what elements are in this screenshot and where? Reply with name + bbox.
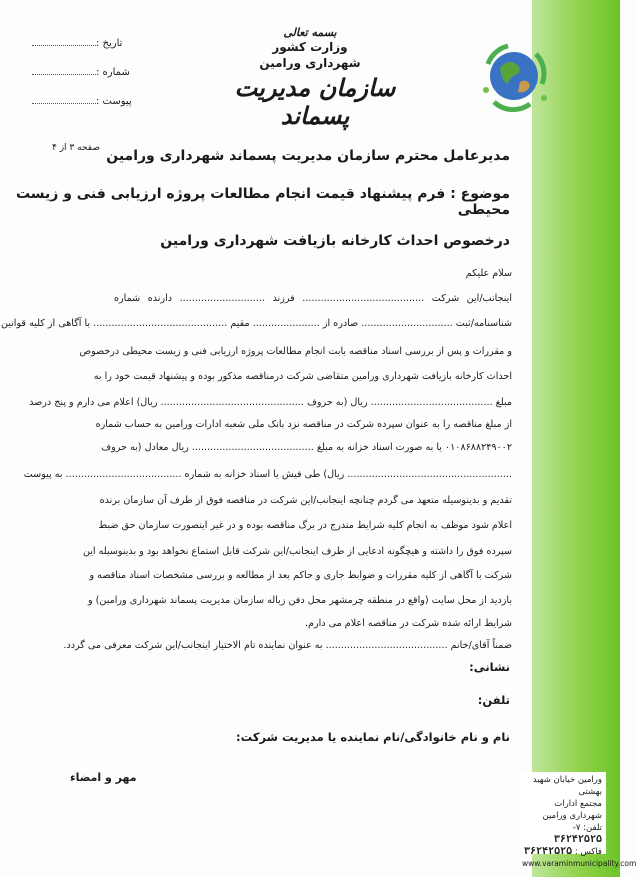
- address-field[interactable]: نشانی:: [469, 660, 510, 674]
- footer-address-line: شهرداری ورامین: [542, 811, 602, 821]
- body-line-representative: ضمناً آقای/خانم ........................................ به عنوان نماینده تام الاختیار اینجانب/این شرکت معرفی می گردد.: [63, 640, 512, 651]
- number-label: شماره :: [96, 67, 130, 78]
- organization-emblem-icon: [474, 38, 554, 114]
- municipality-name: شهرداری ورامین: [259, 56, 361, 70]
- footer-fax-label: فاکس :: [574, 847, 602, 857]
- footer-phone-label: تلفن: ۷-: [572, 823, 602, 833]
- footer-contact-box: [518, 772, 636, 868]
- body-line: احداث کارخانه بازیافت شهرداری ورامین متقاضی شرکت درمناقصه مذکور بوده و پیشنهاد قیمت خود را به: [93, 371, 512, 382]
- basmala: بسمه تعالی: [283, 26, 337, 39]
- body-line: اعلام شود موظف به انجام کلیه شرایط مندرج در برگ مناقصه بوده و در غیر اینصورت سازمان حق ضبط: [98, 520, 512, 531]
- footer-address-line: مجتمع ادارات: [554, 799, 602, 809]
- date-field[interactable]: [28, 38, 122, 49]
- body-line: بازدید از محل سایت (واقع در منطقه چرمشهر محل دفن زباله سازمان مدیریت پسماند شهرداری ورامین) و: [88, 595, 512, 606]
- body-line-account: ۰۱۰۸۶۸۸۲۴۹۰۰۲ یا به صورت اسناد خزانه به مبلغ ........................................ ریال معادل (به حروف: [101, 442, 512, 453]
- footer-phone: [522, 822, 602, 846]
- body-line: سپرده فوق را داشته و هیچگونه ادعایی از طرف اینجانب/این شرکت قابل استماع نخواهد بود و بدینوسیله این: [82, 546, 512, 557]
- footer-phone-number: ۳۶۲۴۲۵۲۵: [553, 834, 602, 845]
- body-line: شناسنامه/ثبت .............................. صادره از ...................... مقیم ............................................ با آگاهی از کلیه قوانین: [0, 318, 512, 329]
- number-field[interactable]: [28, 67, 130, 78]
- organization-name: سازمان مدیریت پسماند: [234, 74, 396, 130]
- phone-field[interactable]: تلفن:: [477, 693, 510, 707]
- seal-signature-label: مهر و امضاء: [70, 771, 137, 784]
- footer-website-link[interactable]: www.varaminmunicipality.com: [522, 859, 636, 868]
- body-line: از مبلغ مناقصه را به عنوان سپرده شرکت در مناقصه نزد بانک ملی شعبه ادارات ورامین به حساب شماره: [95, 419, 512, 430]
- addressee: مدیرعامل محترم سازمان مدیریت پسماند شهرداری ورامین: [106, 148, 510, 164]
- ministry-name: وزارت کشور: [272, 40, 348, 54]
- body-line: ...................................................... ریال) طی فیش یا اسناد خزانه به شماره ...................................... به پیوست: [23, 469, 512, 480]
- body-line: اینجانب/این شرکت ........................................ فرزند ............................ دارنده شماره: [114, 293, 512, 304]
- body-line: تقدیم و بدینوسیله متعهد می گردم چنانچه اینجانب/این شرکت در مناقصه فوق از طرف آن سازمان برنده: [99, 495, 512, 506]
- date-label: تاریخ :: [96, 38, 123, 49]
- footer-address-line: ورامین خیابان شهید بهشتی: [532, 775, 602, 797]
- attachment-field[interactable]: [28, 96, 132, 107]
- attachment-label: پیوست :: [96, 96, 132, 107]
- footer-fax-number: ۳۶۲۴۲۵۲۵: [524, 846, 573, 857]
- body-line: مبلغ ........................................ ریال (به حروف ............................................... ریال) اعلام می دارم و پنج درصد: [29, 397, 512, 408]
- subject-line-1: موضوع : فرم پیشنهاد قیمت انجام مطالعات پروژه ارزیابی فنی و زیست محیطی: [15, 186, 510, 218]
- green-side-band: [532, 0, 620, 877]
- page-number: صفحه ۳ از ۴: [52, 143, 100, 153]
- subject-line-2: درخصوص احداث کارخانه بازیافت شهرداری ورامین: [160, 233, 510, 249]
- body-line: و مقررات و پس از بررسی اسناد مناقصه بابت انجام مطالعات پروژه ارزیابی فنی و زیست محیطی درخصوص: [79, 346, 512, 357]
- body-line: شرکت با آگاهی از کلیه مقررات و ضوابط جاری و حاکم بعد از مطالعه و بررسی مشخصات اسناد مناقصه و: [89, 570, 512, 581]
- representative-field[interactable]: نام و نام خانوادگی/نام نماینده یا مدیریت شرکت:: [236, 730, 510, 744]
- body-line: شرایط ارائه شده شرکت در مناقصه اعلام می دارم.: [304, 618, 512, 629]
- body-line-greeting: سلام علیکم: [465, 268, 512, 279]
- footer-fax: [522, 846, 602, 858]
